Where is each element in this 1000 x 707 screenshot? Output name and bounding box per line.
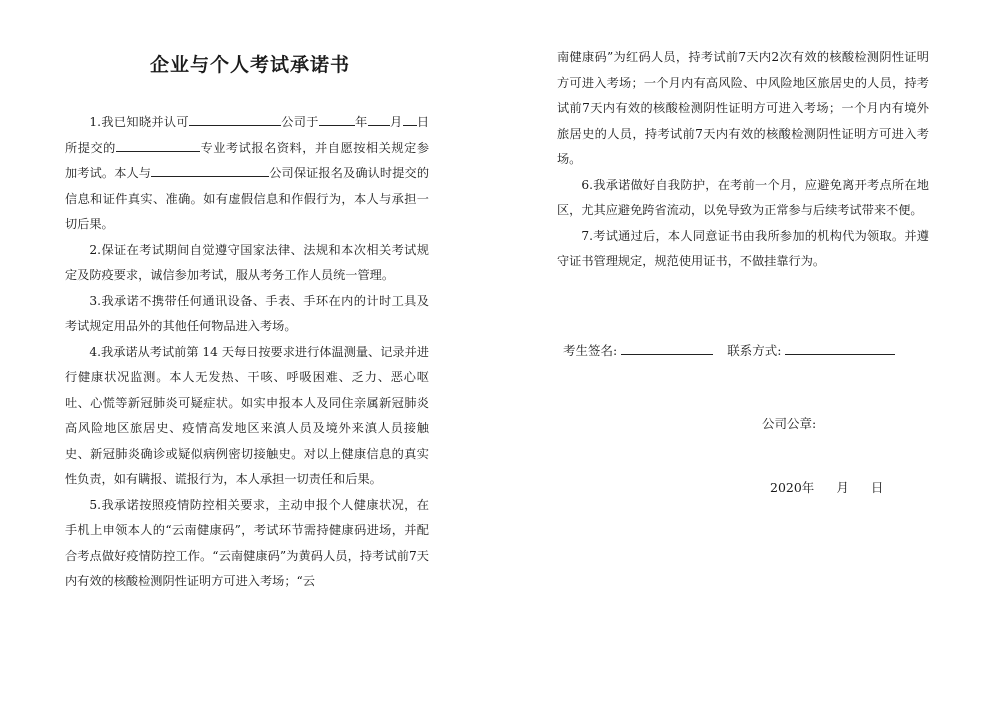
p1-text-c: 年	[354, 115, 368, 129]
paragraph-1	[65, 110, 429, 238]
p1-text-a: 1.我已知晓并认可	[89, 115, 189, 129]
left-column	[65, 110, 429, 595]
paragraph-3: 3.我承诺不携带任何通讯设备、手表、手环在内的计时工具及考试规定用品外的其他任何物品进入考场。	[65, 293, 429, 333]
examinee-signature-field[interactable]	[621, 340, 713, 355]
paragraph-5-continued: 南健康码”为红码人员，持考试前7天内2次有效的核酸检测阴性证明方可进入考场；一个月内有高风险、中风险地区旅居史的人员，持考试前7天内有效的核酸检测阴性证明方可进入考场；一个月内有境外旅居史的人员，持考试前7天内有效的核酸检测阴性证明方可进入考场。	[557, 50, 929, 166]
paragraph-4: 4.我承诺从考试前第 14 天每日按要求进行体温测量、记录并进行健康状况监测。本人无发热、干咳、呼吸困难、乏力、恶心呕吐、心慌等新冠肺炎可疑症状。如实申报本人及同住亲属新冠肺炎高风险地区旅居史、疫情高发地区来滇人员及境外来滇人员接触史、新冠肺炎确诊或疑似病例密切接触史。对以上健康信息的真实性负责，如有瞒报、谎报行为，本人承担一切责任和后果。	[65, 344, 429, 486]
document-title: 企业与个人考试承诺书	[150, 54, 351, 76]
paragraph-2: 2.保证在考试期间自觉遵守国家法律、法规和本次相关考试规定及防疫要求，诚信参加考试，服从考务工作人员统一管理。	[65, 242, 429, 282]
date-month: 月	[836, 480, 849, 495]
p1-text-b: 公司于	[280, 115, 319, 129]
blank-company-2[interactable]	[151, 162, 269, 177]
blank-day[interactable]	[403, 111, 417, 126]
blank-company-1[interactable]	[189, 111, 281, 126]
right-column	[557, 45, 929, 275]
paragraph-7: 7.考试通过后，本人同意证书由我所参加的机构代为领取。并遵守证书管理规定，规范使用证书，不做挂靠行为。	[557, 228, 929, 268]
p1-text-e: 日所提交的	[65, 115, 430, 155]
blank-profession[interactable]	[116, 137, 200, 152]
examinee-signature-label: 考生签名:	[563, 343, 618, 358]
paragraph-6: 6.我承诺做好自我防护，在考前一个月，应避免离开考点所在地区，尤其应避免跨省流动，以免导致为正常参与后续考试带来不便。	[557, 177, 929, 217]
p1-text-g: 公司保证报名及确认时提交的信息和证件真实、准确。如有虚假信息和作假行为，本人与承担一切后果。	[65, 166, 430, 231]
blank-month[interactable]	[368, 111, 390, 126]
signature-row	[563, 340, 895, 359]
contact-field[interactable]	[785, 340, 895, 355]
blank-year[interactable]	[319, 111, 355, 126]
date-year: 2020年	[770, 480, 815, 495]
p1-text-d: 月	[389, 115, 403, 129]
p1-text-f: 专业考试报名资料，并自愿按相关规定参加考试。本人与	[65, 140, 430, 180]
date-row	[770, 478, 883, 496]
company-seal-label: 公司公章:	[762, 416, 817, 431]
contact-label: 联系方式:	[727, 343, 782, 358]
paragraph-5: 5.我承诺按照疫情防控相关要求，主动申报个人健康状况，在手机上申领本人的“云南健康码”，考试环节需持健康码进场，并配合考点做好疫情防控工作。“云南健康码”为黄码人员，持考试前7天内有效的核酸检测阴性证明方可进入考场；“云	[65, 497, 429, 588]
date-day: 日	[870, 480, 884, 495]
right-page	[500, 0, 1000, 707]
